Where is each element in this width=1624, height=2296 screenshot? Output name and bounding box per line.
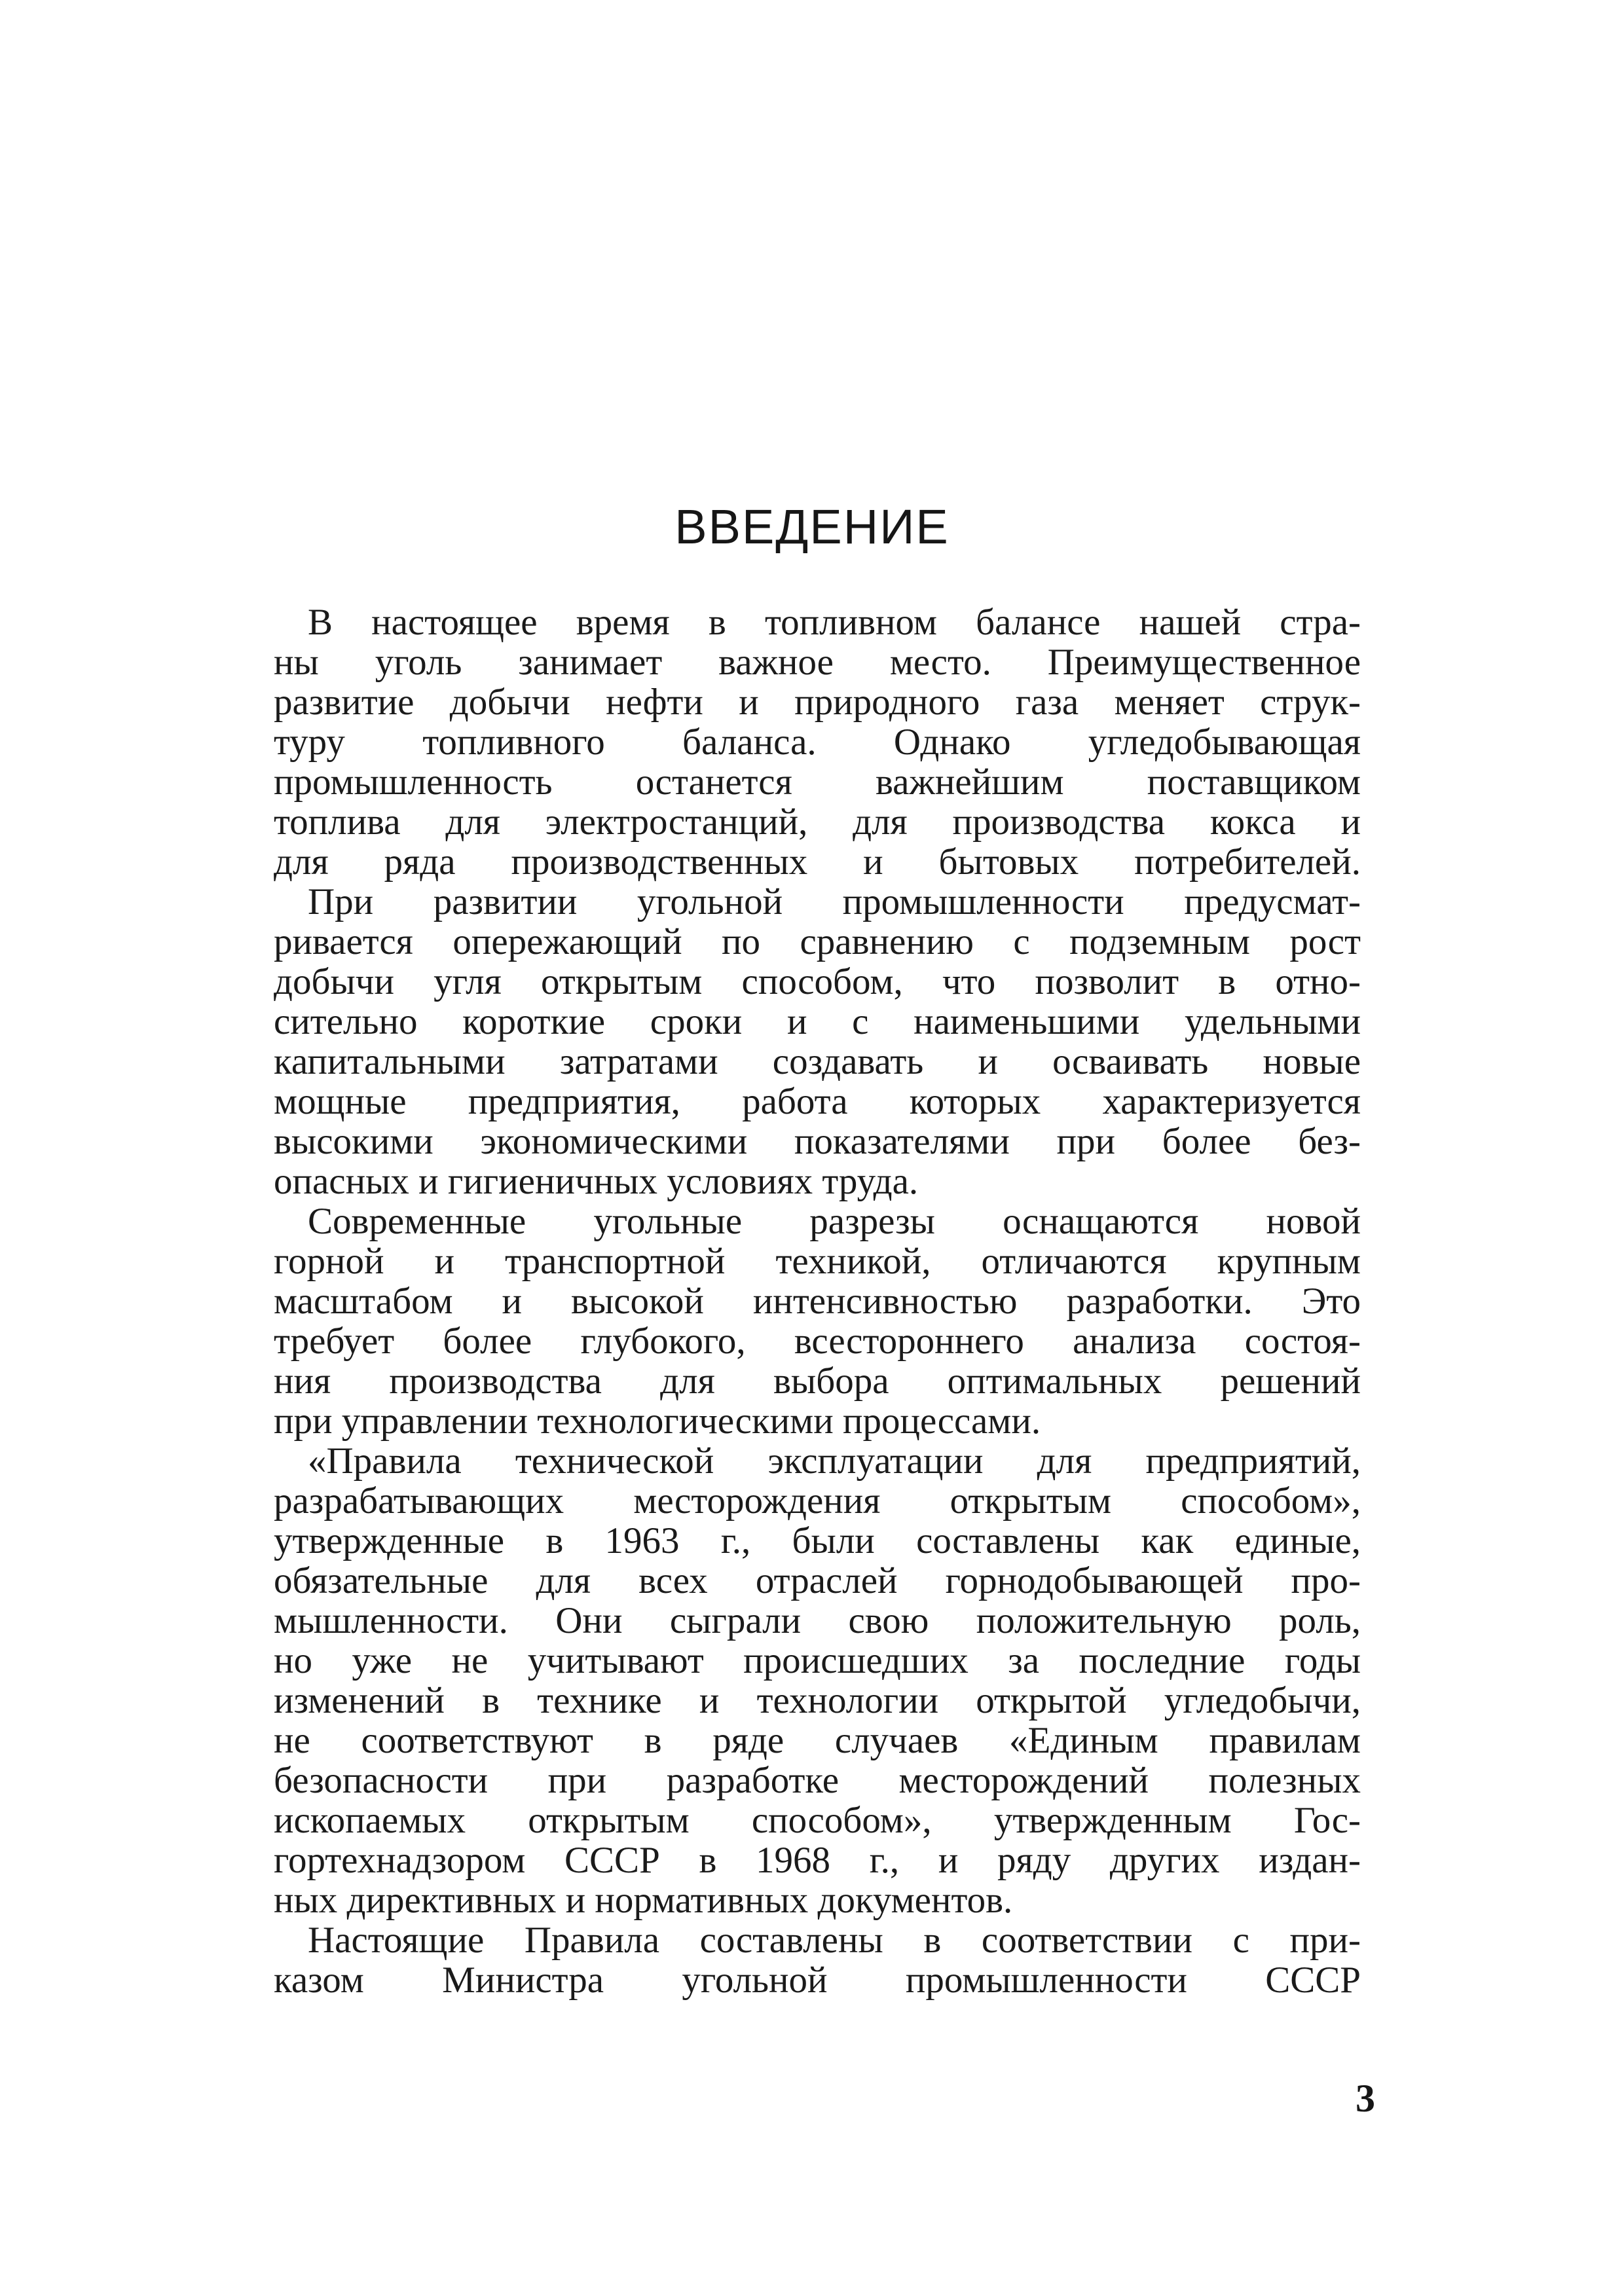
text-line: туру топливного баланса. Однако угледобывающая bbox=[274, 721, 1361, 763]
text-line: утвержденные в 1963 г., были составлены как единые, bbox=[274, 1520, 1361, 1561]
text-line: ния производства для выбора оптимальных решений bbox=[274, 1360, 1361, 1402]
text-line: при управлении технологическими процессами. bbox=[274, 1400, 1041, 1442]
text-line: ных директивных и нормативных документов. bbox=[274, 1880, 1013, 1921]
text-line: Настоящие Правила составлены в соответствии с при- bbox=[308, 1920, 1361, 1961]
text-line: промышленность останется важнейшим поставщиком bbox=[274, 761, 1361, 803]
text-line: разрабатывающих месторождения открытым способом», bbox=[274, 1480, 1361, 1522]
text-line: ны уголь занимает важное место. Преимущественное bbox=[274, 642, 1361, 683]
text-line: развитие добычи нефти и природного газа меняет струк- bbox=[274, 682, 1361, 723]
text-line: При развитии угольной промышленности предусмат- bbox=[308, 881, 1361, 922]
text-line: мощные предприятия, работа которых характеризуется bbox=[274, 1081, 1361, 1122]
text-line: горной и транспортной техникой, отличаются крупным bbox=[274, 1241, 1361, 1282]
text-line: масштабом и высокой интенсивностью разработки. Это bbox=[274, 1281, 1361, 1322]
text-line: обязательные для всех отраслей горнодобывающей про- bbox=[274, 1560, 1361, 1601]
text-line: для ряда производственных и бытовых потребителей. bbox=[274, 841, 1361, 883]
text-line: ривается опережающий по сравнению с подземным рост bbox=[274, 921, 1361, 962]
body-text bbox=[274, 602, 1361, 2000]
text-line: капитальными затратами создавать и осваивать новые bbox=[274, 1041, 1361, 1082]
text-line: но уже не учитывают происшедших за последние годы bbox=[274, 1640, 1361, 1681]
text-line: сительно короткие сроки и с наименьшими удельными bbox=[274, 1001, 1361, 1042]
text-line: добычи угля открытым способом, что позволит в отно- bbox=[274, 961, 1361, 1002]
text-line: не соответствуют в ряде случаев «Единым правилам bbox=[274, 1720, 1361, 1761]
text-line: Современные угольные разрезы оснащаются новой bbox=[308, 1201, 1361, 1242]
page-title: ВВЕДЕНИЕ bbox=[674, 500, 950, 554]
text-line: ископаемых открытым способом», утвержденным Гос- bbox=[274, 1800, 1361, 1841]
text-line: В настоящее время в топливном балансе нашей стра- bbox=[308, 602, 1361, 643]
text-line: топлива для электростанций, для производства кокса и bbox=[274, 801, 1361, 843]
text-line: опасных и гигиеничных условиях труда. bbox=[274, 1161, 919, 1202]
text-line: требует более глубокого, всестороннего анализа состоя- bbox=[274, 1321, 1361, 1362]
text-line: мышленности. Они сыграли свою положительную роль, bbox=[274, 1600, 1361, 1641]
text-line: высокими экономическими показателями при более без- bbox=[274, 1121, 1361, 1162]
text-line: безопасности при разработке месторождений полезных bbox=[274, 1760, 1361, 1801]
text-line: гортехнадзором СССР в 1968 г., и ряду других издан- bbox=[274, 1840, 1361, 1881]
text-line: изменений в технике и технологии открытой угледобычи, bbox=[274, 1680, 1361, 1721]
text-line: казом Министра угольной промышленности СССР bbox=[274, 1959, 1361, 2001]
page-number: 3 bbox=[1356, 2077, 1375, 2120]
text-line: «Правила технической эксплуатации для предприятий, bbox=[308, 1440, 1361, 1482]
